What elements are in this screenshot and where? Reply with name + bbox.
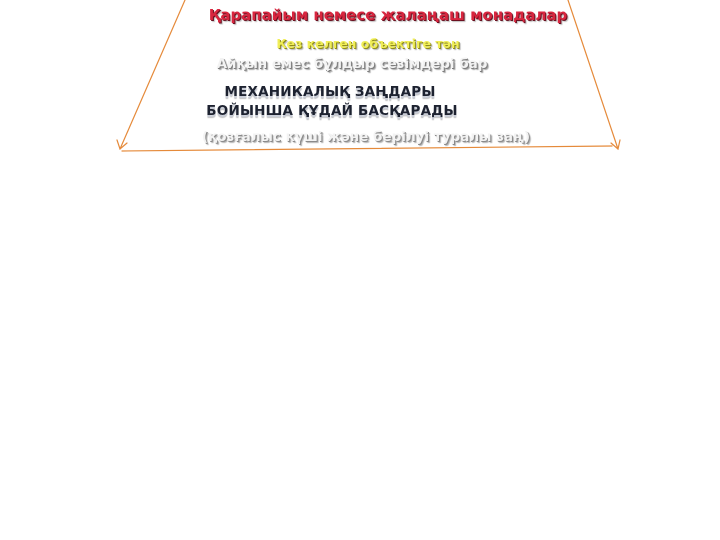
right-slant-arrow-line: [568, 0, 618, 149]
diagram-title: Қарапайым немесе жалаңаш монадалар: [208, 6, 568, 24]
law-note: (қозғалыс күші және берілуі туралы заң): [201, 129, 531, 145]
subtitle-line-2: Айқын емес бұлдыр сезімдері бар: [216, 56, 488, 72]
law-heading-line-1: МЕХАНИКАЛЫҚ ЗАҢДАРЫ: [224, 84, 436, 100]
left-slant-arrow-line: [120, 0, 185, 149]
subtitle-line-1: Кез келген объектіге тән: [276, 36, 460, 51]
law-heading-line-2: БОЙЫНША ҚҰДАЙ БАСҚАРАДЫ: [206, 103, 458, 119]
base-line: [122, 146, 612, 151]
